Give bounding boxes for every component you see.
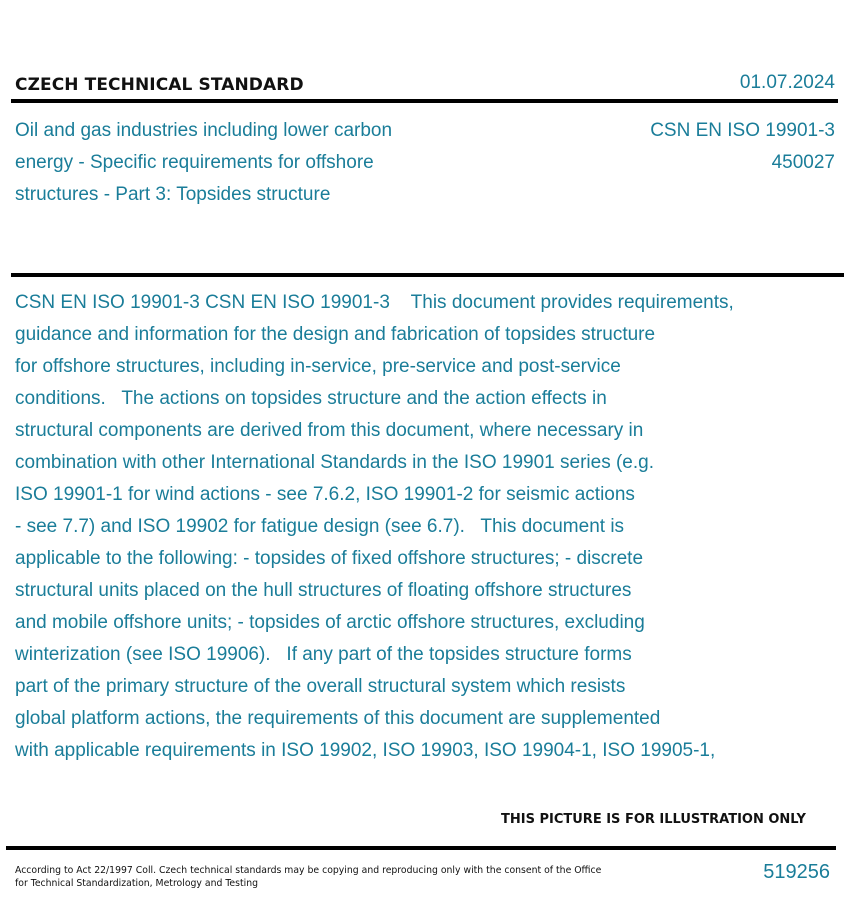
- abstract-line: applicable to the following: - topsides of fixed offshore structures; - discrete: [15, 548, 644, 569]
- standard-title-line: structures - Part 3: Topsides structure: [15, 184, 331, 205]
- footer-divider: [6, 846, 836, 850]
- legal-notice-line: for Technical Standardization, Metrology and Testing: [15, 878, 259, 889]
- publication-date: 01.07.2024: [739, 72, 835, 93]
- standard-code: CSN EN ISO 19901-3: [650, 120, 835, 141]
- abstract-line: and mobile offshore units; - topsides of arctic offshore structures, excluding: [15, 612, 645, 633]
- legal-notice: [15, 864, 602, 890]
- abstract-line: winterization (see ISO 19906). If any part of the topsides structure forms: [15, 644, 632, 665]
- standard-number: 450027: [771, 152, 835, 173]
- abstract-line: conditions. The actions on topsides structure and the action effects in: [15, 388, 607, 409]
- illustration-notice: THIS PICTURE IS FOR ILLUSTRATION ONLY: [501, 812, 806, 827]
- header-divider: [11, 99, 838, 103]
- abstract-line: structural components are derived from this document, where necessary in: [15, 420, 644, 441]
- abstract-line: guidance and information for the design and fabrication of topsides structure: [15, 324, 656, 345]
- document-abstract: [15, 287, 845, 767]
- document-header-title: CZECH TECHNICAL STANDARD: [15, 75, 304, 95]
- catalog-reference-number: 519256: [763, 861, 830, 883]
- abstract-line: for offshore structures, including in-service, pre-service and post-service: [15, 356, 621, 377]
- abstract-line: ISO 19901-1 for wind actions - see 7.6.2, ISO 19901-2 for seismic actions: [15, 484, 635, 505]
- abstract-line: with applicable requirements in ISO 19902, ISO 19903, ISO 19904-1, ISO 19905-1,: [15, 740, 716, 761]
- abstract-line: CSN EN ISO 19901-3 CSN EN ISO 19901-3 This document provides requirements,: [15, 292, 734, 313]
- standard-title: [15, 115, 485, 211]
- title-divider: [11, 273, 844, 277]
- abstract-line: global platform actions, the requirements of this document are supplemented: [15, 708, 661, 729]
- abstract-line: part of the primary structure of the overall structural system which resists: [15, 676, 626, 697]
- legal-notice-line: According to Act 22/1997 Coll. Czech technical standards may be copying and reproducing only with the consent of the Office: [15, 865, 602, 876]
- abstract-line: structural units placed on the hull structures of floating offshore structures: [15, 580, 632, 601]
- abstract-line: combination with other International Standards in the ISO 19901 series (e.g.: [15, 452, 654, 473]
- standard-identifiers: [650, 115, 835, 179]
- standard-title-line: energy - Specific requirements for offshore: [15, 152, 374, 173]
- abstract-line: - see 7.7) and ISO 19902 for fatigue design (see 6.7). This document is: [15, 516, 625, 537]
- standard-title-line: Oil and gas industries including lower carbon: [15, 120, 393, 141]
